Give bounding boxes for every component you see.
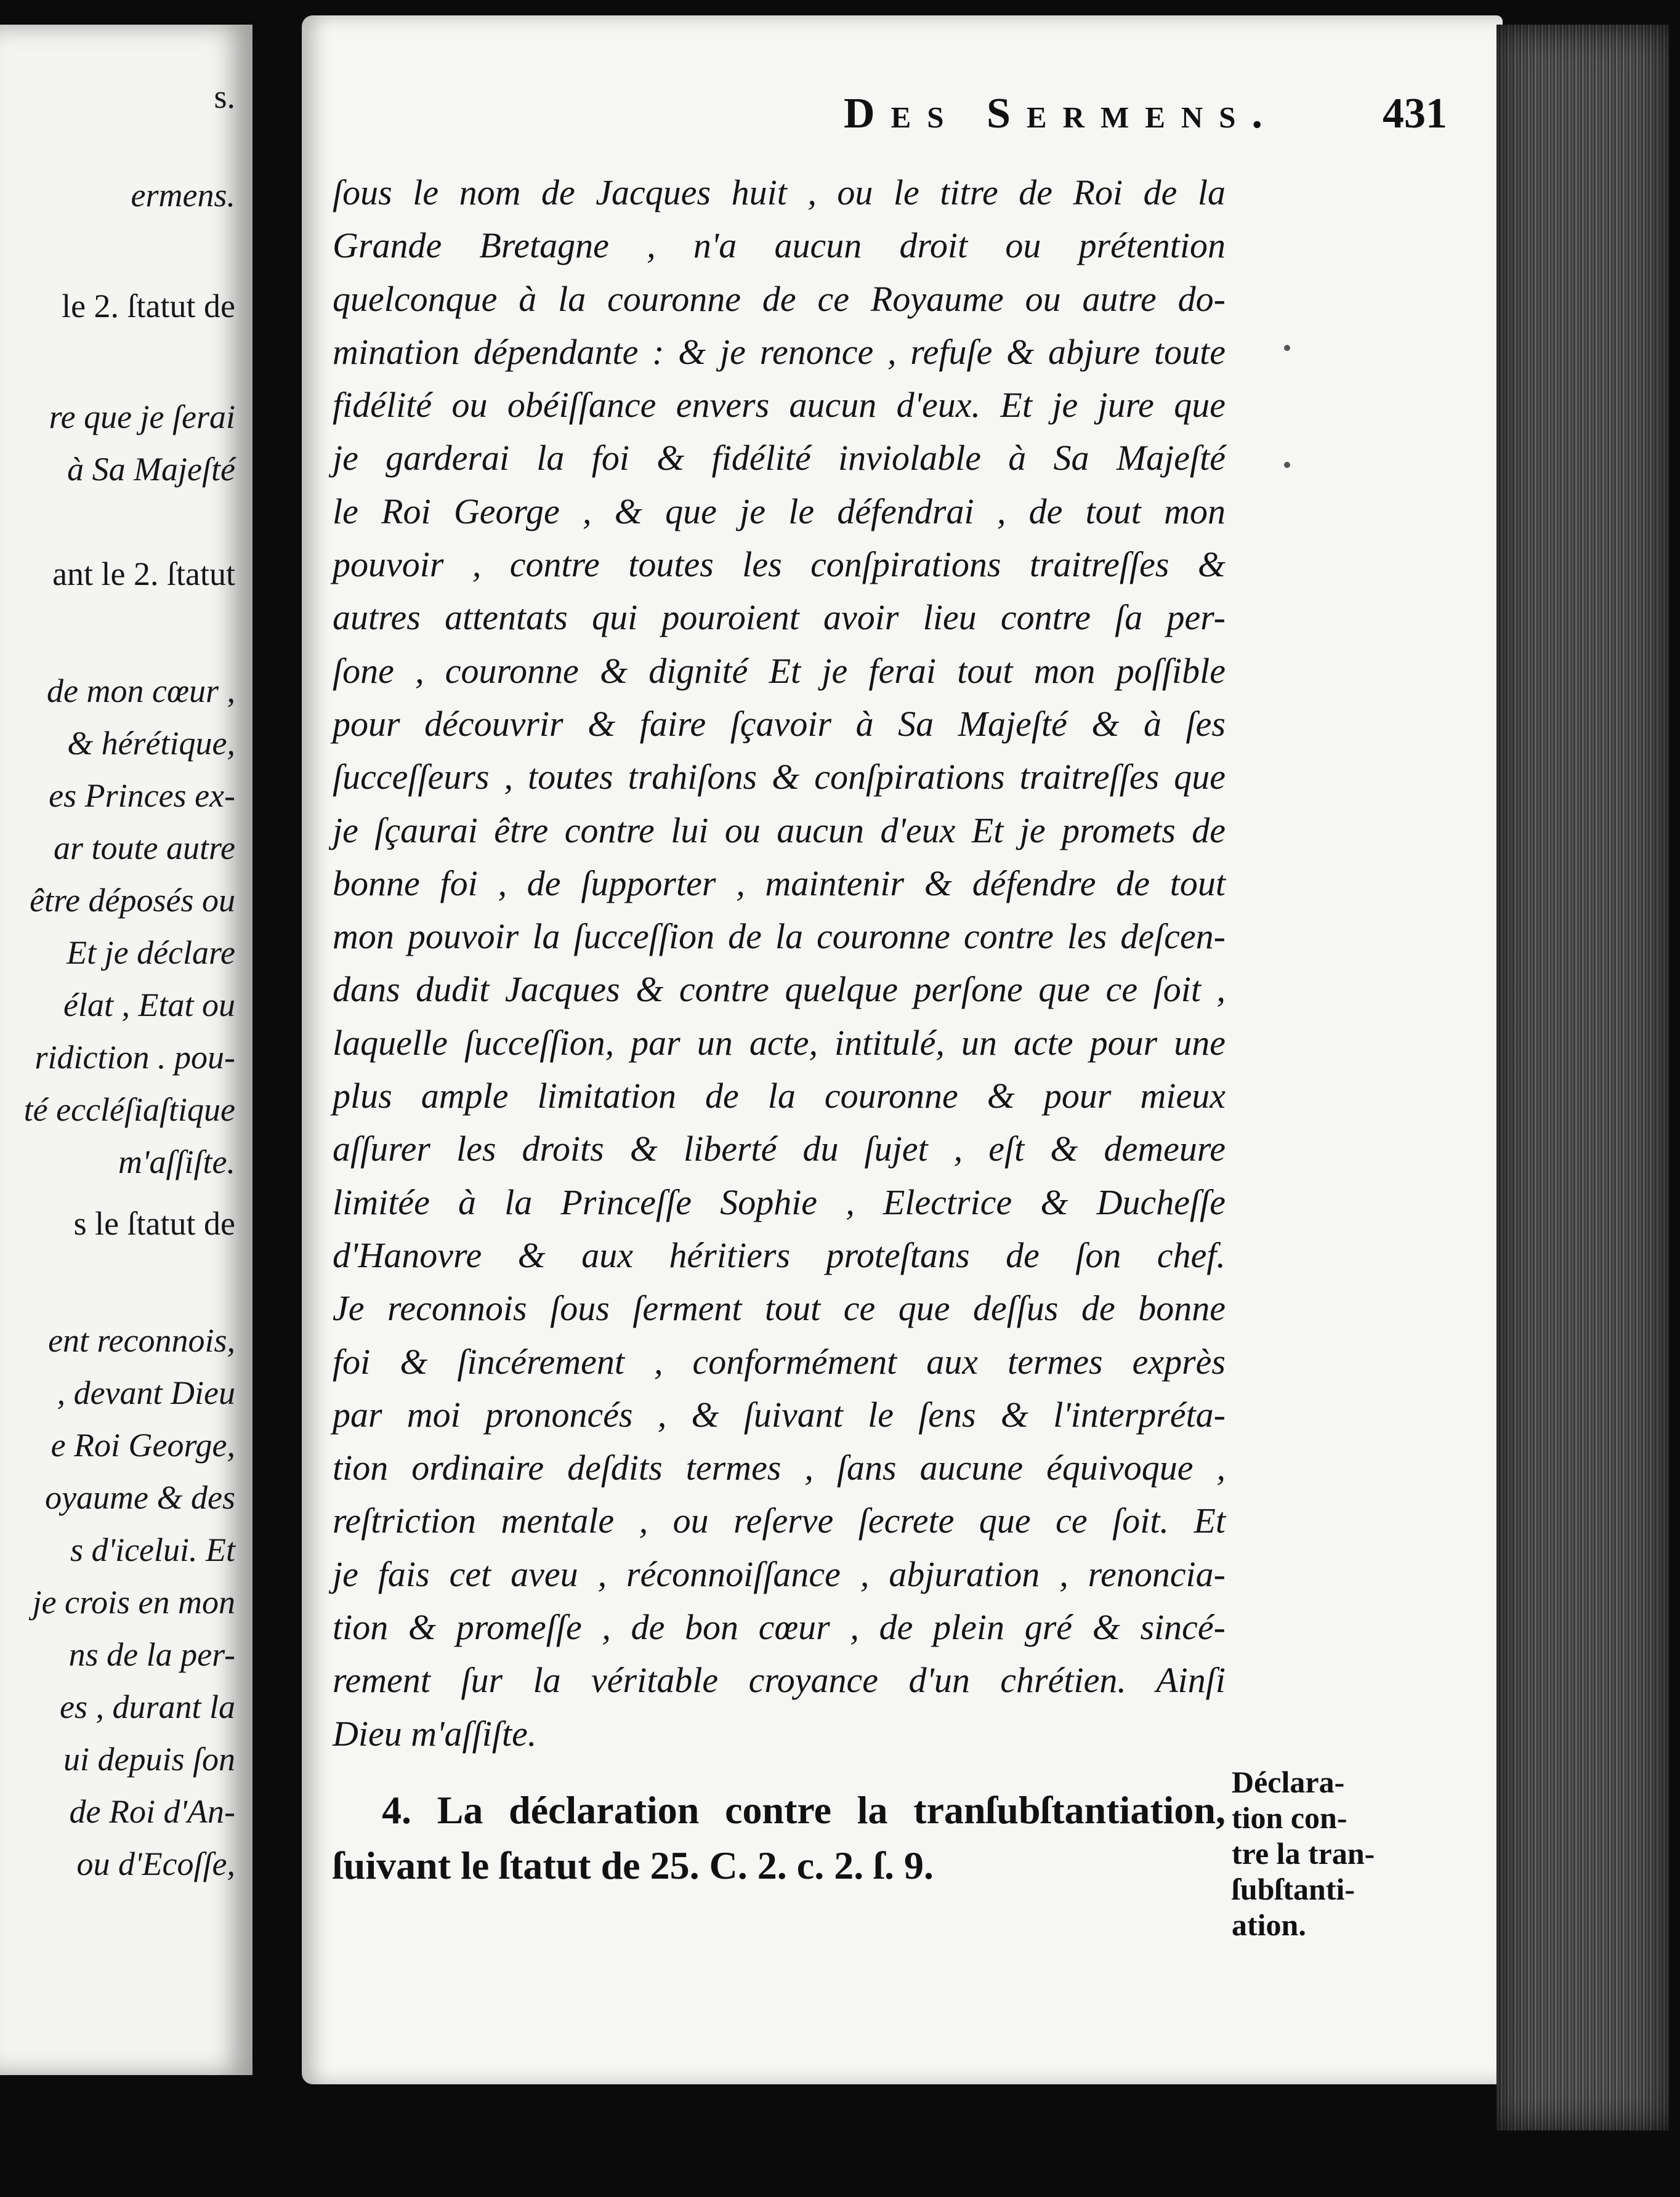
- body-line: ſone , couronne & dignité Et je ferai tout mon poſſible: [333, 650, 1226, 691]
- body-line: Je reconnois ſous ſerment tout ce que deſſus de bonne: [333, 1288, 1226, 1329]
- left-page-line: oyaume & des: [45, 1479, 235, 1516]
- left-page-line: ent reconnois,: [48, 1322, 235, 1359]
- book-gutter: [252, 0, 308, 2197]
- left-page-line: & hérétique,: [67, 725, 235, 762]
- body-line: mon pouvoir la ſucceſſion de la couronne contre les deſcen-: [333, 916, 1226, 957]
- left-page-line: je crois en mon: [32, 1584, 235, 1621]
- body-line: je ſçaurai être contre lui ou aucun d'eux Et je promets de: [333, 810, 1226, 850]
- margin-note-line: tre la tran-: [1232, 1836, 1375, 1871]
- body-line: aſſurer les droits & liberté du ſujet , eſt & demeure: [333, 1129, 1226, 1169]
- body-line: fidélité ou obéiſſance envers aucun d'eux. Et je jure que: [333, 385, 1226, 425]
- body-line: ſucceſſeurs , toutes trahiſons & conſpirations traitreſſes que: [333, 757, 1226, 797]
- body-line: par moi prononcés , & ſuivant le ſens & l'interpréta-: [333, 1394, 1226, 1435]
- margin-note-line: ſubſtanti-: [1232, 1872, 1355, 1906]
- left-page-line: e Roi George,: [50, 1427, 235, 1464]
- page-speck: [1284, 462, 1290, 468]
- page-speck: [1284, 345, 1290, 351]
- body-line: je fais cet aveu , réconnoiſſance , abjuration , renoncia-: [333, 1554, 1226, 1594]
- left-page-line: à Sa Majeſté: [67, 451, 235, 488]
- body-line: laquelle ſucceſſion, par un acte, intitulé, un acte pour une: [333, 1022, 1226, 1063]
- body-line: Grande Bretagne , n'a aucun droit ou prétention: [333, 225, 1226, 266]
- left-page-line: Et je déclare: [67, 934, 235, 971]
- body-line: ſous le nom de Jacques huit , ou le titre de Roi de la: [333, 172, 1226, 212]
- body-line: le Roi George , & que je le défendrai , de tout mon: [333, 491, 1226, 531]
- body-line: dans dudit Jacques & contre quelque perſone que ce ſoit ,: [333, 969, 1226, 1010]
- left-page-line: es Princes ex-: [49, 777, 235, 814]
- body-line: reſtriction mentale , ou reſerve ſecrete que ce ſoit. Et: [333, 1501, 1226, 1541]
- body-line: limitée à la Princeſſe Sophie , Electrice & Ducheſſe: [333, 1182, 1226, 1222]
- left-page-line: ui depuis ſon: [63, 1741, 235, 1778]
- left-page-line: ou d'Ecoſſe,: [76, 1845, 235, 1882]
- page-number: 431: [1383, 90, 1447, 137]
- left-page-line: té eccléſiaſtique: [23, 1091, 235, 1128]
- body-line: plus ample limitation de la couronne & pour mieux: [333, 1076, 1226, 1116]
- body-line: d'Hanovre & aux héritiers proteſtans de ſon chef.: [333, 1235, 1226, 1275]
- body-line: je garderai la foi & fidélité inviolable à Sa Majeſté: [333, 438, 1226, 478]
- left-page-line: re que je ſerai: [49, 398, 235, 435]
- previous-page-fragment: [0, 25, 256, 2075]
- left-page-line: , devant Dieu: [57, 1374, 235, 1411]
- left-page-line: ns de la per-: [68, 1636, 235, 1673]
- body-line: rement ſur la véritable croyance d'un chrétien. Ainſi: [333, 1660, 1226, 1701]
- body-line: tion & promeſſe , de bon cœur , de plein gré & sincé-: [333, 1607, 1226, 1648]
- left-page-line: s d'icelui. Et: [70, 1531, 235, 1568]
- paragraph-4-line-1: 4. La déclaration contre la tranſubſtantiation,: [382, 1788, 1226, 1832]
- body-line: quelconque à la couronne de ce Royaume ou autre do-: [333, 278, 1226, 319]
- left-page-line: es , durant la: [59, 1688, 235, 1725]
- left-page-line: de mon cœur ,: [47, 672, 235, 709]
- left-page-line: s.: [214, 78, 235, 115]
- body-text: [333, 166, 1226, 1760]
- left-page-line: s le ſtatut de: [73, 1205, 235, 1242]
- paragraph-4: [333, 1783, 1226, 1893]
- book-page-edges: [1496, 25, 1669, 2130]
- body-line: tion ordinaire deſdits termes , ſans aucune équivoque ,: [333, 1448, 1226, 1488]
- left-page-line: ermens.: [131, 177, 235, 214]
- margin-note: [1232, 1764, 1404, 1943]
- margin-note-line: tion con-: [1232, 1800, 1347, 1835]
- paragraph-4-line-2: ſuivant le ſtatut de 25. C. 2. c. 2. ſ. 9.: [333, 1844, 934, 1887]
- left-page-line: le 2. ſtatut de: [62, 288, 235, 325]
- body-line: foi & ſincérement , conformément aux termes exprès: [333, 1341, 1226, 1382]
- left-page-line: élat , Etat ou: [63, 986, 235, 1023]
- running-title: Des Sermens.: [844, 90, 1279, 137]
- margin-note-line: ation.: [1232, 1908, 1306, 1942]
- margin-note-line: Déclara-: [1232, 1765, 1345, 1799]
- body-line: pour découvrir & faire ſçavoir à Sa Majeſté & à ſes: [333, 703, 1226, 744]
- body-line: pouvoir , contre toutes les conſpirations traitreſſes &: [333, 544, 1226, 585]
- body-line: Dieu m'aſſiſte.: [333, 1713, 537, 1754]
- left-page-line: m'aſſiſte.: [118, 1143, 235, 1180]
- body-line: bonne foi , de ſupporter , maintenir & défendre de tout: [333, 863, 1226, 903]
- body-line: mination dépendante : & je renonce , refuſe & abjure toute: [333, 331, 1226, 372]
- body-line: autres attentats qui pouroient avoir lieu contre ſa per-: [333, 597, 1226, 638]
- left-page-line: ridiction . pou-: [34, 1039, 235, 1076]
- left-page-line: être déposés ou: [30, 882, 235, 919]
- left-page-line: ant le 2. ſtatut: [52, 555, 235, 592]
- left-page-line: ar toute autre: [54, 829, 235, 866]
- running-head: [536, 89, 1447, 151]
- left-page-line: de Roi d'An-: [69, 1793, 235, 1830]
